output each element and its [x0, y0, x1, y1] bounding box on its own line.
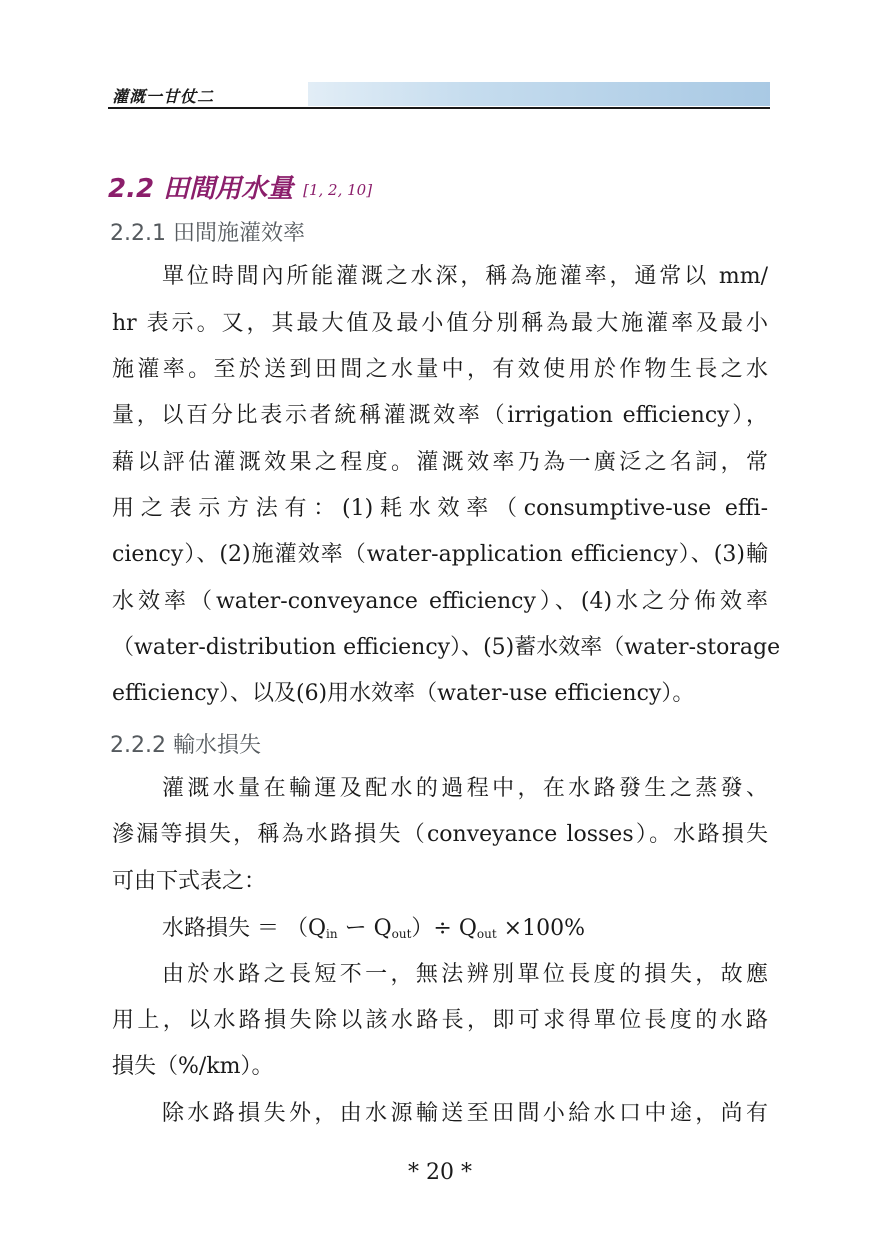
section-title: [108, 168, 372, 205]
formula-sub-out: out: [391, 927, 412, 941]
para1-line: 用之表示方法有：(1)耗水效率（consumptive-use effi-: [112, 496, 768, 521]
formula-sub-in: in: [326, 927, 338, 941]
para4-line: 除水路損失外，由水源輸送至田間小給水口中途，尚有: [162, 1101, 768, 1126]
page-number: * 20 *: [408, 1160, 472, 1185]
formula: [162, 914, 585, 949]
header-rule: [108, 107, 770, 109]
para1-line: 施灌率。至於送到田間之水量中，有效使用於作物生長之水: [112, 357, 768, 382]
section-title-text: 2.2 田間用水量: [108, 174, 294, 204]
formula-div: ）÷ Q: [411, 916, 477, 941]
para1-line: ciency）、(2)施灌效率（water-application efficiency）、(3)輸: [112, 542, 768, 567]
para1-line: efficiency）、以及(6)用水效率（water-use efficiency）。: [112, 681, 695, 706]
formula-sub-out: out: [476, 927, 497, 941]
subsection-title-2: 2.2.2 輸水損失: [110, 733, 261, 758]
para2-line: 滲漏等損失，稱為水路損失（conveyance losses）。水路損失: [112, 822, 768, 847]
para3-line: 用上，以水路損失除以該水路長，即可求得單位長度的水路: [112, 1008, 768, 1033]
para1-line: 藉以評估灌溉效果之程度。灌溉效率乃為一廣泛之名詞，常: [112, 450, 768, 475]
para1-line: 單位時間內所能灌溉之水深，稱為施灌率，通常以 mm/: [162, 264, 768, 289]
para2-line: 灌溉水量在輸運及配水的過程中，在水路發生之蒸發、: [162, 776, 768, 801]
section-refs: [1, 2, 10]: [303, 181, 373, 199]
formula-minus: ー Q: [337, 916, 392, 941]
para2-line: 可由下式表之：: [112, 869, 267, 894]
formula-tail: ×100%: [496, 916, 585, 941]
formula-lhs: 水路損失 ＝ （Q: [162, 916, 327, 941]
subsection-title-1: 2.2.1 田間施灌效率: [110, 221, 305, 246]
para1-line: （water-distribution efficiency）、(5)蓄水效率（water-storage: [112, 635, 781, 660]
para3-line: 由於水路之長短不一，無法辨別單位長度的損失，故應: [162, 962, 768, 987]
running-header: 灌溉一甘仗二: [112, 87, 215, 106]
para1-line: 量，以百分比表示者統稱灌溉效率（irrigation efficiency），: [112, 403, 768, 428]
para1-line: 水效率（water-conveyance efficiency）、(4)水之分佈效率: [112, 589, 768, 614]
para3-line: 損失（%/km）。: [112, 1054, 274, 1079]
para1-line: hr 表示。又，其最大值及最小值分別稱為最大施灌率及最小: [112, 311, 768, 336]
